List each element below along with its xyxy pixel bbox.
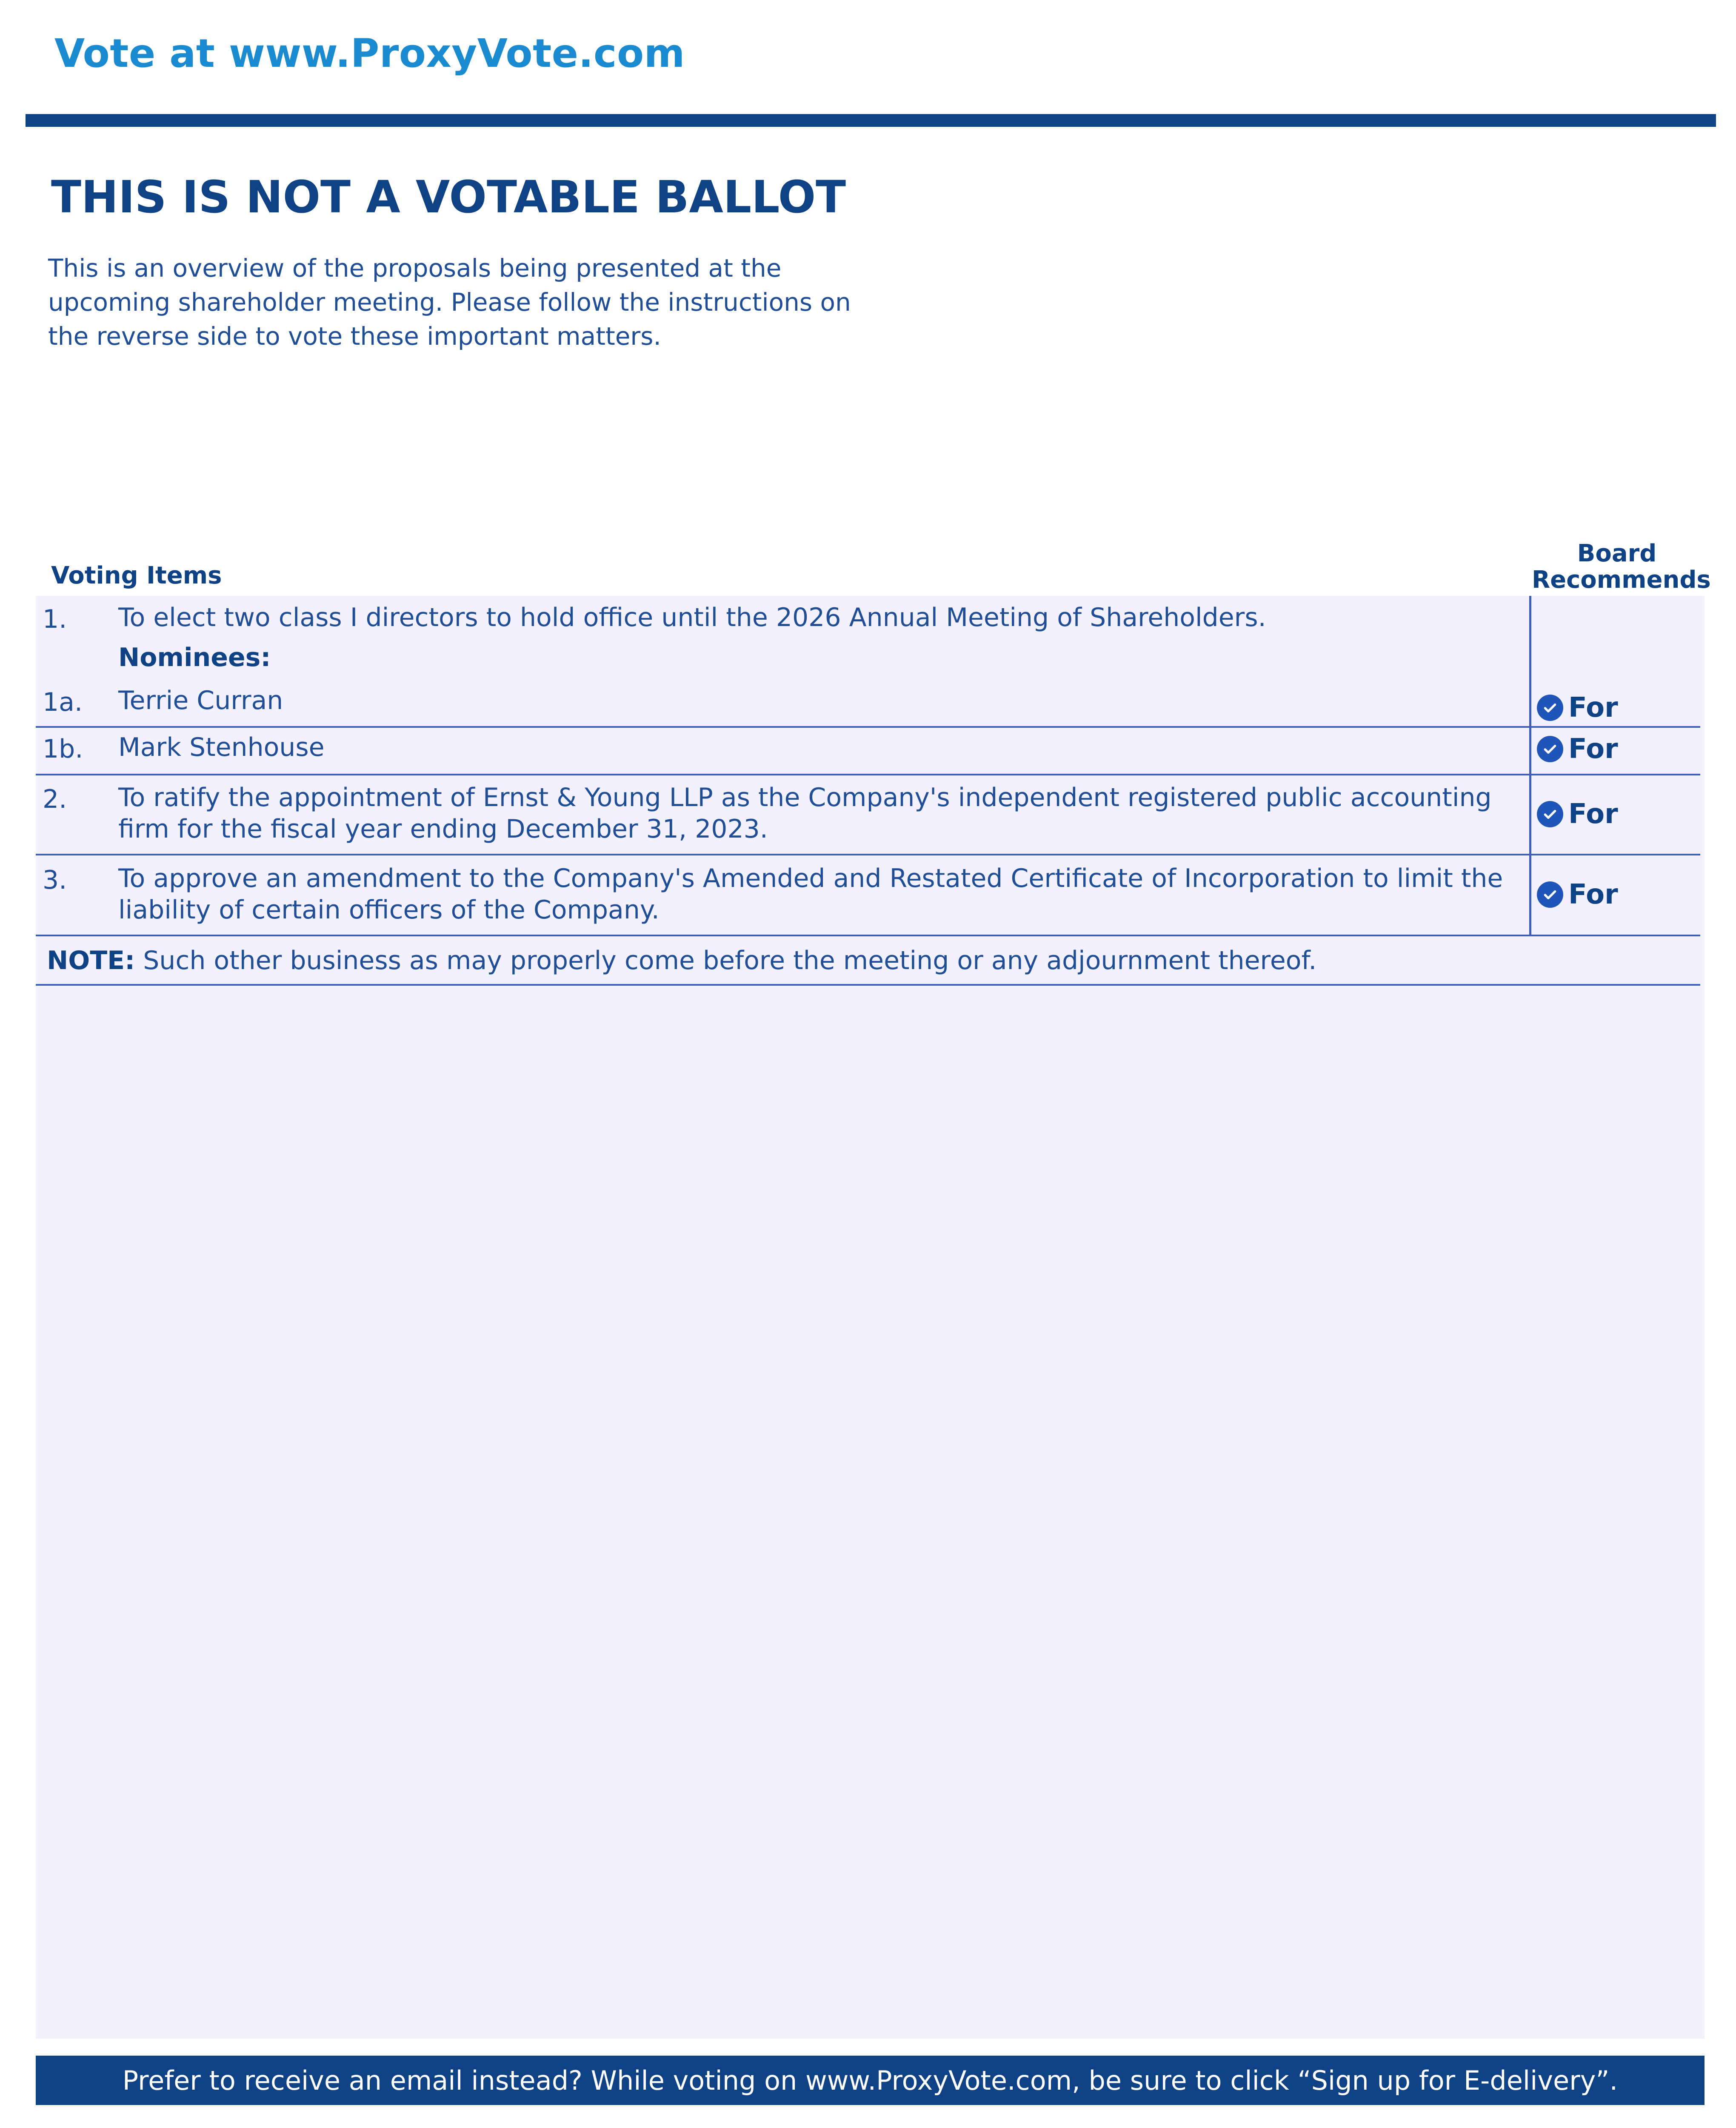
row-divider — [36, 774, 1700, 775]
item-text-2: To ratify the appointment of Ernst & Young LLP as the Company's independent registered public accounting firm for the fiscal year ending December 31, 2023. — [118, 783, 1492, 844]
recommendation-1b — [1537, 733, 1618, 765]
check-circle-icon — [1537, 881, 1563, 908]
header-rule — [26, 114, 1716, 127]
note-text: Such other business as may properly come before the meeting or any adjournment thereof. — [143, 946, 1317, 975]
item-number-1: 1. — [43, 604, 67, 634]
proxyvote-link[interactable]: Vote at www.ProxyVote.com — [54, 31, 685, 76]
item-number-2: 2. — [43, 784, 67, 814]
recommendation-1a — [1537, 692, 1618, 724]
board-recommends-header — [1532, 540, 1711, 594]
check-circle-icon — [1537, 801, 1563, 827]
recommendation-label: For — [1568, 733, 1618, 765]
recommendation-2 — [1537, 798, 1618, 830]
note — [47, 946, 1316, 975]
page-title: THIS IS NOT A VOTABLE BALLOT — [51, 171, 846, 223]
nominees-label: Nominees: — [118, 643, 271, 672]
item-text-1: To elect two class I directors to hold office until the 2026 Annual Meeting of Shareholders. — [118, 603, 1266, 632]
item-text-1a: Terrie Curran — [118, 686, 283, 715]
recommendation-3 — [1537, 879, 1618, 910]
row-divider — [36, 984, 1700, 986]
column-divider — [1529, 596, 1531, 935]
board-header-line1: Board — [1577, 540, 1657, 567]
check-circle-icon — [1537, 736, 1563, 762]
recommendation-label: For — [1568, 692, 1618, 724]
item-number-3: 3. — [43, 865, 67, 895]
recommendation-label: For — [1568, 798, 1618, 830]
row-divider — [36, 726, 1700, 728]
item-text-1b: Mark Stenhouse — [118, 732, 325, 762]
footer-bar — [36, 2056, 1705, 2105]
item-number-1b: 1b. — [43, 734, 83, 764]
intro-text: This is an overview of the proposals being presented at the upcoming shareholder meeting. Please follow the instructions on the reverse side to vote these important matters. — [48, 254, 851, 351]
item-number-1a: 1a. — [43, 687, 83, 717]
row-divider — [36, 935, 1700, 936]
board-header-line2: Recommends — [1532, 566, 1711, 594]
row-divider — [36, 854, 1700, 855]
footer-edelivery-text: Prefer to receive an email instead? While voting on www.ProxyVote.com, be sure to click “Sign up for E-delivery”. — [122, 2065, 1618, 2096]
note-label: NOTE: — [47, 946, 135, 975]
check-circle-icon — [1537, 695, 1563, 721]
recommendation-label: For — [1568, 879, 1618, 910]
item-text-3: To approve an amendment to the Company's Amended and Restated Certificate of Incorporation to limit the liability of certain officers of the Company. — [118, 864, 1503, 925]
voting-items-header: Voting Items — [51, 562, 222, 589]
